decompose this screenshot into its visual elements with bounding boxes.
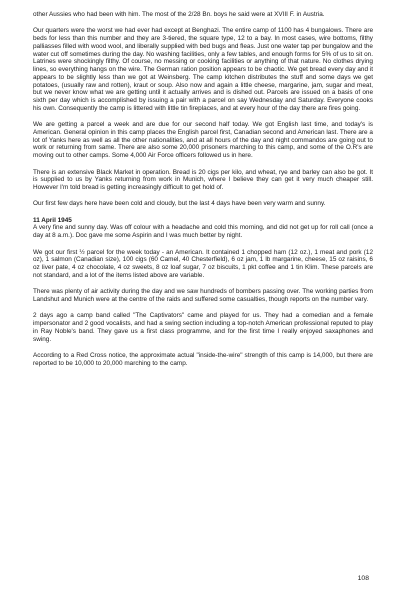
paragraph-parcels: We are getting a parcel a week and are due for our second half today. We got English last time, and today's is American. General opinion in this camp places the English parcel first, Canadian second and American last. There are a lot of Yanks here as well as all the other nationalities, and at all hours of the day and night commandos are going out to work or returning from same. There are also some 20,000 prisoners marching to this camp, and some of the O.R's are moving out to other camps. Some 4,000 Air Force officers followed us in here. [33, 121, 373, 160]
page-number: 108 [357, 575, 369, 582]
paragraph-aussies: other Aussies who had been with him. The most of the 2/28 Bn. boys he said were at XVIII F. in Austria. [33, 11, 325, 18]
paragraph-half-parcel: We got our first ½ parcel for the week today - an American. It contained 1 chopped ham (12 oz.), 1 meat and pork (12 oz), 1 salmon (Canadian size), 100 cigs (60 Camel, 40 Chesterfield), 6 oz jam, 1 lb margarine, cheese, 15 oz raisins, 6 oz liver pate, 4 oz chocolate, 4 oz sweets, 8 oz loaf sugar, 7 oz biscuits, 1 pkt coffee and 1 tin Klim. These parcels are not standard, and a lot of the items listed above are variable. [33, 248, 373, 279]
paragraph-red-cross: According to a Red Cross notice, the approximate actual "inside-the-wire" strength of this camp is 14,000, but there are reported to be 10,000 to 20,000 marching to the camp. [33, 351, 373, 367]
paragraph-fine-day: A very fine and sunny day. Was off colour with a headache and cold this morning, and did not get up for roll call (once a day at 8 a.m.). Doc gave me some Aspirin and I was much better by night. [33, 224, 373, 240]
paragraph-air-activity: There was plenty of air activity during the day and we saw hundreds of bombers passing over. The working parties from Landshut and Munich were at the centre of the raids and suffered some casualties, though reports on the number vary. [33, 288, 373, 303]
paragraph-camp-band: 2 days ago a camp band called "The Captivators" came and played for us. They had a comedian and a female impersonator and 2 good vocalists, and had a swing section including a top-notch American professional reputed to play in Ray Noble's band. They gave us a first class programme, and for the first time I really enjoyed saxaphones and swing. [33, 312, 373, 343]
paragraph-quarters: Our quarters were the worst we had ever had except at Benghazi. The entire camp of 1100 has 4 bungalows. There are beds for less than this number and they are 3-tiered, the square type, 12 to a bay. In most cases, wire bottoms, filthy palliasses filled with wood wool, and liberally supplied with bed bugs and fleas. Just one water tap per bungalow and the water cut off sometimes during the day. No washing facilities, only a few tables, and enough forms for 5% of us to sit on. Latrines were shockingly filthy. Of course, no messing or cooking facilities or anything of that nature. No clothes drying lines, so everything hangs on the wire. The German ration position appears to be chaotic. We get bread every day and it appears to be slightly less than we got at Weinsberg. The camp kitchen distributes the stuff and some days we get potatoes, (usually raw and rotten), kraut or soup. Also now and again a little cheese, margarine, jam, sugar and meat, but we never know what we are getting until it actually arrives and is dished out. Parcels are issued on a basis of one sixth per day which is accomplished by issuing a pair with a parcel on say Wednesday and Saturday. Everyone cooks his own. Consequently the camp is littered with little tin fireplaces, and at every hour of the day there are fires going. [33, 27, 373, 112]
paragraph-black-market: There is an extensive Black Market in operation. Bread is 20 cigs per kilo, and wheat, rye and barley can also be got. It is supplied to us by Yanks returning from work in Munich, where I believe they can get it very much cheaper still. However I'm told bread is getting increasingly difficult to get hold of. [33, 168, 373, 192]
entry-date-heading: 11 April 1945 [33, 216, 72, 224]
paragraph-weather: Our first few days here have been cold and cloudy, but the last 4 days have been very warm and sunny. [33, 200, 326, 208]
